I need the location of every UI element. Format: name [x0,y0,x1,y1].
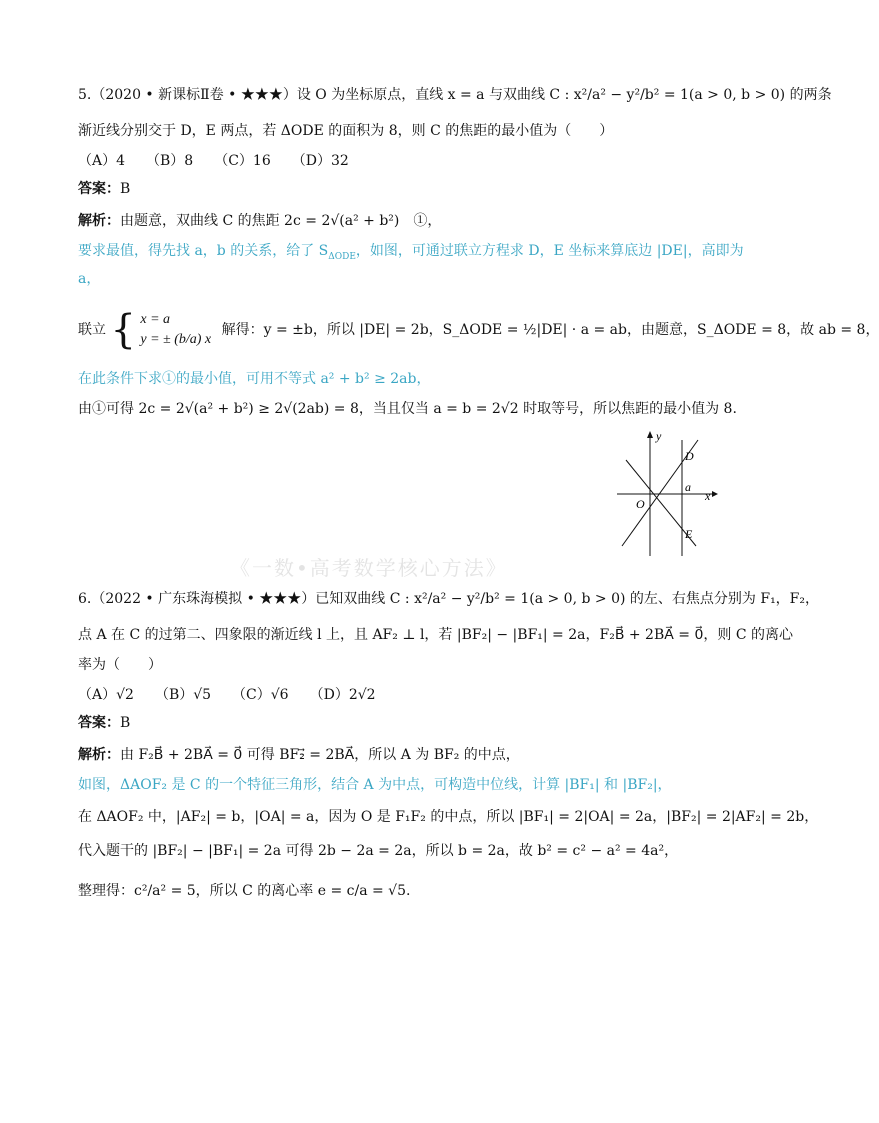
analysis-text: 由 F₂B⃗ + 2BA⃗ = 0⃗ 可得 BF₂⃗ = 2BA⃗，所以 A 为 BF₂ 的中点， [120,747,520,763]
problem5-options: （A）4 （B）8 （C）16 （D）32 [78,153,349,169]
problem5-hint1-cont: a， [78,271,101,287]
y-axis-label: y [656,429,662,443]
analysis-label: 解析： [78,747,120,763]
problem6-analysis4: 整理得：c²/a² = 5，所以 C 的离心率 e = c/a = √5. [78,883,411,899]
problem5-stem-line1: 5.（2020 • 新课标Ⅱ卷 • ★★★）设 O 为坐标原点，直线 x = a 与双曲线 C : x²/a² − y²/b² = 1(a > 0, b > 0) 的两条 [78,87,832,103]
system-eq2: y = ± (b/a) x [140,332,212,347]
answer-label: 答案： [78,181,120,197]
point-d-label: D [685,449,694,463]
problem5-stem-line2: 渐近线分别交于 D，E 两点，若 ΔODE 的面积为 8，则 C 的焦距的最小值为（ ） [78,123,614,139]
problem6-analysis1 [78,744,520,766]
hint-text-a: 要求最值，得先找 a，b 的关系，给了 S [78,243,329,259]
problem6-stem-line2: 点 A 在 C 的过第二、四象限的渐近线 l 上，且 AF₂ ⊥ l，若 |BF₂| − |BF₁| = 2a，F₂B⃗ + 2BA⃗ = 0⃗，则 C 的离心 [78,627,793,643]
a-label: a [685,480,691,494]
problem6-stem-line1: 6.（2022 • 广东珠海模拟 • ★★★）已知双曲线 C : x²/a² − y²/b² = 1(a > 0, b > 0) 的左、右焦点分别为 F₁，F₂， [78,591,820,607]
brace-icon: { [110,307,136,353]
system-label: 联立 [78,322,106,338]
hyperbola-asymptote-figure [612,428,722,558]
problem5-analysis1 [78,210,441,232]
problem5-system [78,302,879,358]
y-axis-arrow-icon [647,431,653,438]
x-axis-arrow-icon [712,491,718,497]
system-rest: 解得：y = ±b，所以 |DE| = 2b，S_ΔODE = ½|DE| · a = ab，由题意，S_ΔODE = 8，故 ab = 8， [221,322,879,338]
problem6-stem-line3: 率为（ ） [78,657,162,673]
problem5-hint2: 在此条件下求①的最小值，可用不等式 a² + b² ≥ 2ab， [78,371,431,387]
problem5-conclusion: 由①可得 2c = 2√(a² + b²) ≥ 2√(2ab) = 8，当且仅当 a = b = 2√2 时取等号，所以焦距的最小值为 8. [78,401,737,417]
answer-value: B [120,181,131,197]
problem6-answer [78,712,130,734]
problem5-answer [78,178,130,200]
watermark: 《一数•高考数学核心方法》 [230,556,508,580]
origin-label: O [636,497,645,511]
problem6-analysis3: 代入题干的 |BF₂| − |BF₁| = 2a 可得 2b − 2a = 2a，所以 b = 2a，故 b² = c² − a² = 4a²， [78,843,679,859]
point-e-label: E [685,527,693,541]
problem5-hint1 [78,240,744,268]
problem6-hint1: 如图，ΔAOF₂ 是 C 的一个特征三角形，结合 A 为中点，可构造中位线，计算 |BF₁| 和 |BF₂|， [78,777,672,793]
x-axis-label: x [705,489,711,503]
problem6-analysis2: 在 ΔAOF₂ 中，|AF₂| = b，|OA| = a，因为 O 是 F₁F₂ 的中点，所以 |BF₁| = 2|OA| = 2a，|BF₂| = 2|AF₂| = 2b， [78,809,819,825]
system-equations [140,310,211,350]
system-eq1: x = a [140,312,171,327]
hint-subscript: ΔODE [328,251,356,262]
answer-label: 答案： [78,715,120,731]
answer-value: B [120,715,131,731]
hint-text-b: ，如图，可通过联立方程求 D，E 坐标来算底边 |DE|，高即为 [355,243,744,259]
analysis-text: 由题意，双曲线 C 的焦距 2c = 2√(a² + b²) ①， [120,213,442,229]
problem6-options: （A）√2 （B）√5 （C）√6 （D）2√2 [78,687,376,703]
analysis-label: 解析： [78,213,120,229]
